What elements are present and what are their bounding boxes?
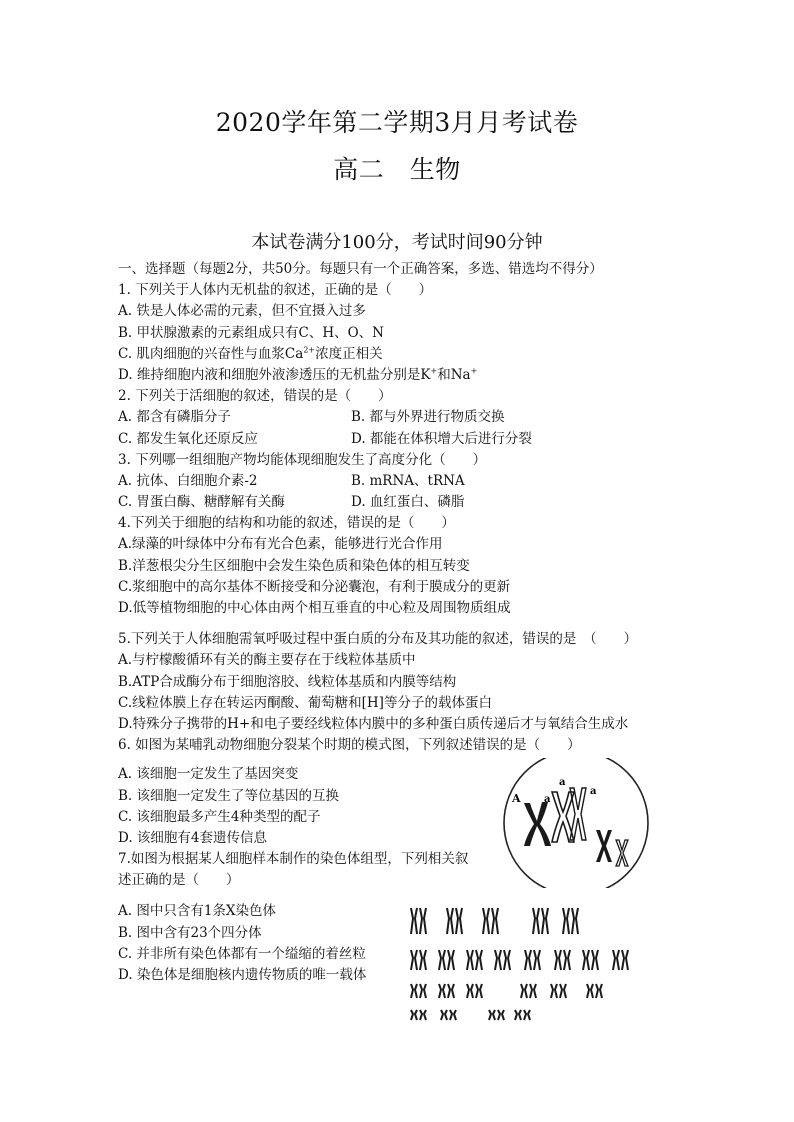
- q2-stem: 2. 下列关于活细胞的叙述，错误的是（ ）: [118, 388, 392, 405]
- q6-option-b: B. 该细胞一定发生了等位基因的互换: [118, 787, 340, 804]
- karyotype-chromosome-41: [441, 1010, 447, 1020]
- karyotype-figure: [405, 898, 655, 1033]
- q3-options-cd: C. 胃蛋白酶、糖酵解有关酶 D. 血红蛋白、磷脂: [118, 494, 465, 511]
- karyotype-chromosome-38: [596, 984, 602, 998]
- q4-stem: 4.下列关于细胞的结构和功能的叙述，错误的是（ ）: [118, 515, 455, 532]
- q2-options-cd: C. 都发生氧化还原反应 D. 都能在体积增大后进行分裂: [118, 430, 532, 447]
- karyotype-chromosome-33: [521, 984, 527, 998]
- exam-note: 本试卷满分100分，考试时间90分钟: [251, 232, 543, 253]
- q6-option-a: A. 该细胞一定发生了基因突变: [118, 766, 299, 783]
- q3-options-ab: A. 抗体、白细胞介素-2 B. mRNA、tRNA: [118, 472, 465, 489]
- q1-stem: 1. 下列关于人体内无机盐的叙述，正确的是（ ）: [118, 282, 433, 299]
- gene-label-a2: a: [559, 777, 566, 788]
- karyotype-chromosome-31: [467, 984, 473, 998]
- karyotype-chromosome-4: [456, 908, 462, 934]
- karyotype-chromosome-24: [592, 950, 598, 970]
- karyotype-chromosome-8: [542, 908, 548, 934]
- karyotype-chromosome-14: [448, 950, 454, 970]
- q4-option-d: D.低等植物细胞的中心体由两个相互垂直的中心粒及周围物质组成: [118, 600, 511, 616]
- q6-stem: 6. 如图为某哺乳动物细胞分裂某个时期的模式图，下列叙述错误的是（ ）: [118, 737, 581, 754]
- karyotype-chromosome-9: [563, 908, 569, 934]
- karyotype-chromosome-36: [560, 984, 566, 998]
- chromosome-1: [524, 802, 551, 846]
- karyotype-chromosome-19: [525, 950, 531, 970]
- q6-option-c: C. 该细胞最多产生4种类型的配子: [118, 808, 321, 825]
- cell-division-figure: [500, 758, 652, 888]
- q1-option-a: A. 铁是人体必需的元素，但不宜摄入过多: [118, 303, 366, 320]
- gene-label-A: A: [512, 792, 521, 805]
- karyotype-chromosome-17: [495, 950, 501, 970]
- karyotype-chromosome-43: [489, 1010, 495, 1020]
- q7-stem-line1: 7.如图为根据某人细胞样本制作的染色体组型，下列相关叙: [118, 851, 469, 868]
- karyotype-chromosome-1: [411, 908, 417, 934]
- q4-option-b: B.洋葱根尖分生区细胞中会发生染色质和染色体的相互转变: [118, 557, 470, 574]
- karyotype-chromosome-25: [613, 950, 619, 970]
- chromosome-4: [596, 830, 612, 862]
- karyotype-chromosome-10: [572, 908, 578, 934]
- karyotype-chromosome-22: [564, 950, 570, 970]
- karyotype-chromosome-2: [420, 908, 426, 934]
- karyotype-chromosome-23: [583, 950, 589, 970]
- karyotype-chromosome-35: [551, 984, 557, 998]
- karyotype-chromosome-40: [420, 1010, 426, 1020]
- q6-option-d: D. 该细胞有4套遗传信息: [118, 829, 268, 846]
- q5-option-c: C.线粒体膜上存在转运丙酮酸、葡萄糖和[H]等分子的载体蛋白: [118, 694, 492, 711]
- exam-subject: 高二 生物: [333, 155, 461, 184]
- q5-option-b: B.ATP合成酶分布于细胞溶胶、线粒体基质和内膜等结构: [118, 673, 457, 690]
- karyotype-chromosome-42: [450, 1010, 456, 1020]
- karyotype-chromosome-7: [533, 908, 539, 934]
- q2-options-ab: A. 都含有磷脂分子 B. 都与外界进行物质交换: [118, 409, 505, 426]
- q7-option-b: B. 图中含有23个四分体: [118, 924, 262, 941]
- chromosome-group: [524, 788, 628, 866]
- q4-option-a: A.绿藻的叶绿体中分布有光合色素，能够进行光合作用: [118, 536, 443, 553]
- q7-option-a: A. 图中只含有1条X染色体: [118, 903, 277, 920]
- karyotype-chromosome-44: [498, 1010, 504, 1020]
- karyotype-chromosome-20: [534, 950, 540, 970]
- q4-option-c: C.浆细胞中的高尔基体不断接受和分泌囊泡，有利于膜成分的更新: [118, 578, 511, 595]
- karyotype-chromosome-15: [467, 950, 473, 970]
- gene-label-a3: a: [590, 786, 597, 797]
- karyotype-chromosome-18: [504, 950, 510, 970]
- karyotype-chromosome-46: [524, 1010, 530, 1020]
- q5-stem: 5.下列关于人体细胞需氧呼吸过程中蛋白质的分布及其功能的叙述，错误的是 （ ）: [118, 631, 638, 648]
- karyotype-chromosome-30: [448, 984, 454, 998]
- q1-option-d: D. 维持细胞内液和细胞外液渗透压的无机盐分别是K+和Na+: [118, 366, 478, 383]
- karyotype-chromosome-29: [439, 984, 445, 998]
- karyotype-chromosome-16: [476, 950, 482, 970]
- exam-title: 2020学年第二学期3月月考试卷: [215, 108, 579, 137]
- q5-option-a: A.与柠檬酸循环有关的酶主要存在于线粒体基质中: [118, 652, 416, 669]
- cell-membrane: [504, 758, 648, 888]
- karyotype-chromosome-21: [555, 950, 561, 970]
- karyotype-chromosome-27: [411, 984, 417, 998]
- karyotype-chromosome-11: [411, 950, 417, 970]
- karyotype-chromosome-32: [476, 984, 482, 998]
- q1-option-c: C. 肌肉细胞的兴奋性与血浆$Ca^{2+}$浓度正相关: [118, 345, 383, 362]
- q5-option-d: D.特殊分子携带的H+和电子要经线粒体内膜中的多种蛋白质传递后才与氧结合生成水: [118, 715, 629, 732]
- karyotype-chromosome-6: [492, 908, 498, 934]
- karyotype-chromosome-37: [587, 984, 593, 998]
- q1-option-b: B. 甲状腺激素的元素组成只有C、H、O、N: [118, 324, 384, 341]
- section-heading: 一、选择题（每题2分，共50分。每题只有一个正确答案，多选、错选均不得分）: [118, 261, 603, 277]
- chromosome-5: [616, 840, 628, 866]
- q7-option-c: C. 并非所有染色体都有一个缢缩的着丝粒: [118, 945, 366, 962]
- q7-stem-line2: 述正确的是（ ）: [118, 872, 240, 889]
- karyotype-chromosome-45: [515, 1010, 521, 1020]
- karyotype-chromosome-3: [447, 908, 453, 934]
- gene-label-a1: a: [544, 794, 551, 805]
- karyotype-chromosome-5: [483, 908, 489, 934]
- karyotype-chromosome-13: [439, 950, 445, 970]
- karyotype-chromosome-26: [622, 950, 628, 970]
- karyotype-chromosome-39: [411, 1010, 417, 1020]
- q7-option-d: D. 染色体是细胞核内遗传物质的唯一载体: [118, 967, 367, 983]
- karyotype-chromosome-12: [420, 950, 426, 970]
- q3-stem: 3. 下列哪一组细胞产物均能体现细胞发生了高度分化（ ）: [118, 451, 487, 468]
- karyotype-chromosome-34: [530, 984, 536, 998]
- karyotype-chromosome-28: [420, 984, 426, 998]
